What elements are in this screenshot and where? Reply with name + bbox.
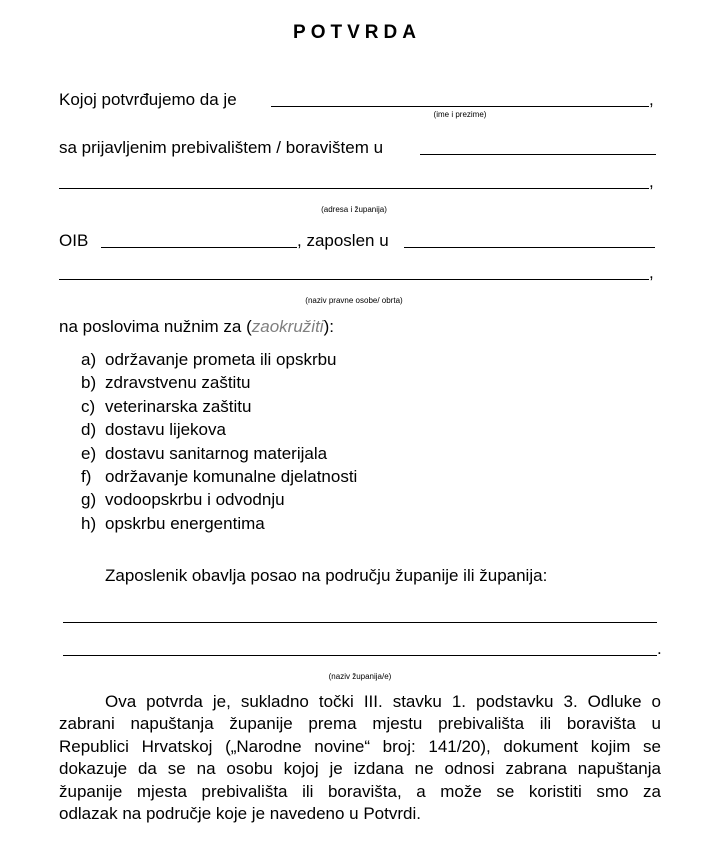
job-option-e[interactable]: e) dostavu sanitarnog materijala (81, 444, 328, 463)
oib-field-line[interactable] (101, 247, 297, 248)
address-field-line[interactable] (59, 188, 649, 189)
residence-field-line[interactable] (420, 154, 656, 155)
job-option-b[interactable]: b) zdravstvenu zaštitu (81, 373, 251, 392)
job-option-f[interactable]: f) održavanje komunalne djelatnosti (81, 467, 358, 486)
statement-paragraph (59, 691, 661, 825)
employer-field-line[interactable] (404, 247, 655, 248)
name-trailing-comma: , (649, 90, 654, 109)
statement-line: županije mjesta prebivališta ili boravišta, a može se koristiti smo za (59, 781, 661, 801)
job-option-a[interactable]: a) održavanje prometa ili opskrbu (81, 350, 337, 369)
statement-line: zabrani napuštanja županije prema mjestu prebivališta ili boravišta u (59, 714, 661, 734)
document-title: POTVRDA (293, 22, 421, 43)
job-option-d[interactable]: d) dostavu lijekova (81, 420, 226, 439)
employer-trailing-comma: , (649, 263, 654, 282)
jobs-intro: na poslovima nužnim za (zaokružiti): (59, 317, 334, 336)
job-option-g[interactable]: g) vodoopskrbu i odvodnju (81, 490, 285, 509)
address-trailing-comma: , (649, 172, 654, 191)
residence-label: sa prijavljenim prebivalištem / boravištem u (59, 138, 384, 157)
employer-hint: (naziv pravne osobe/ obrta) (305, 296, 403, 305)
county-field-line-1[interactable] (63, 622, 657, 623)
statement-line: dokazuje da se na osobu kojoj je izdana ne odnosi zabrana napuštanja (59, 759, 661, 779)
employer-name-field-line[interactable] (59, 279, 649, 280)
name-field-line[interactable] (271, 106, 649, 107)
county-field-line-2[interactable] (63, 655, 657, 656)
statement-line: odlazak na područje koje je navedeno u Potvrdi. (59, 804, 421, 824)
address-hint: (adresa i županija) (321, 205, 387, 214)
statement-line: Ova potvrda je, sukladno točki III. stavku 1. podstavku 3. Odluke o (105, 692, 661, 711)
name-label: Kojoj potvrđujemo da je (59, 90, 237, 109)
job-option-h[interactable]: h) opskrbu energentima (81, 514, 265, 533)
county-label: Zaposlenik obavlja posao na području županije ili županija: (105, 566, 548, 585)
job-option-c[interactable]: c) veterinarska zaštitu (81, 397, 252, 416)
county-hint: (naziv županija/e) (328, 672, 392, 681)
oib-label: OIB (59, 231, 89, 250)
employed-label: , zaposlen u (297, 231, 389, 250)
circle-hint: zaokružiti (251, 317, 324, 336)
county-trailing-period: . (657, 639, 662, 658)
statement-line: Republici Hrvatskoj („Narodne novine“ broj: 141/20), dokument kojim se (59, 736, 661, 756)
name-hint: (ime i prezime) (433, 110, 487, 119)
